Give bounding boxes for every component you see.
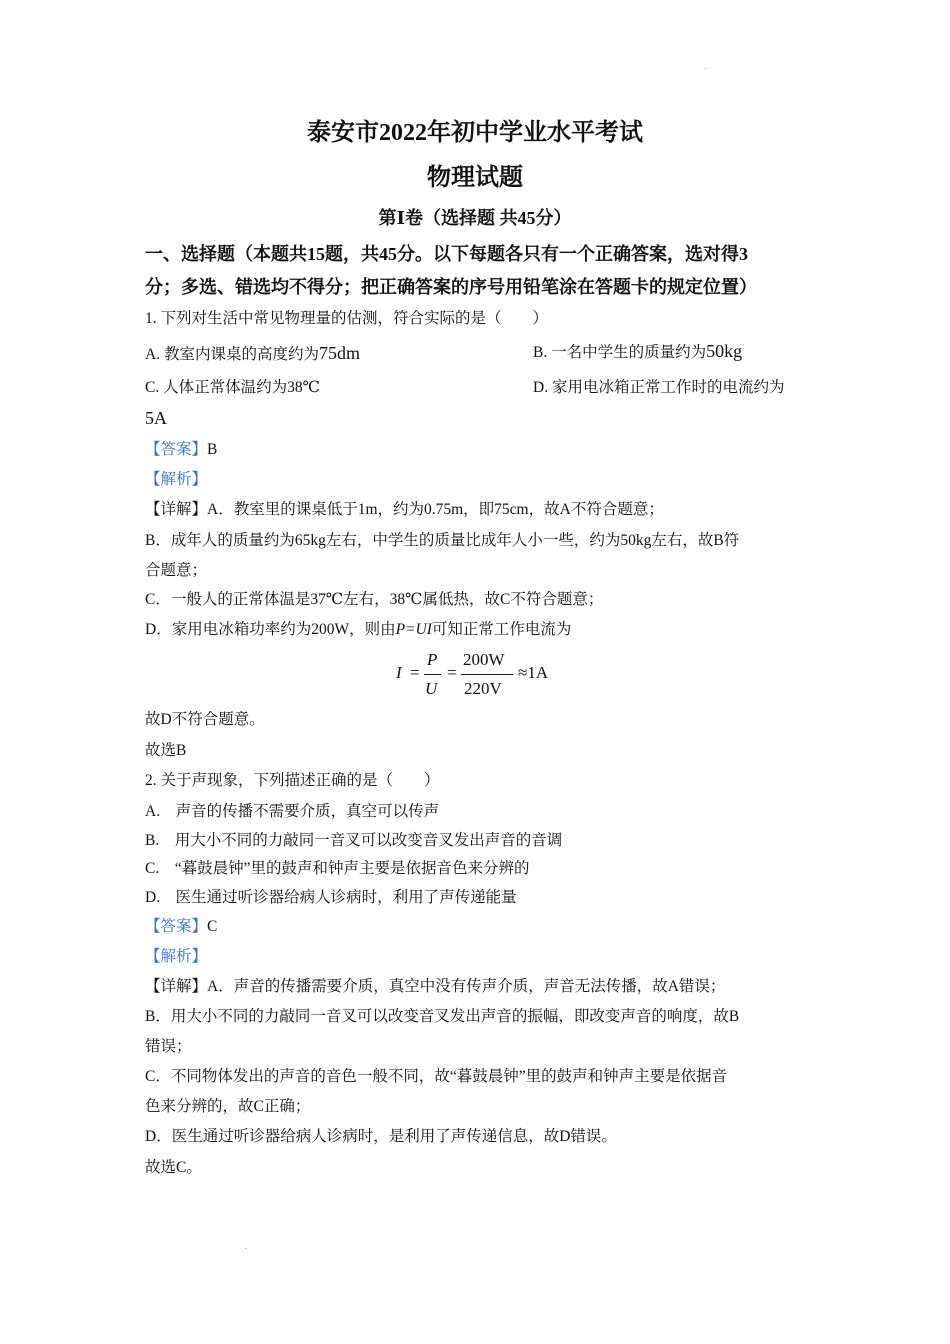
formula-lhs: I [396,663,402,682]
q1-option-a-value: 75dm [318,343,360,363]
q1-option-d: D. 家用电冰箱正常工作时的电流约为 [533,379,785,396]
section-instructions-line1: 一、选择题（本题共15题，共45分。以下每题各只有一个正确答案，选对得3 [145,244,748,264]
q1-detail-a: 【详解】A．教室里的课桌低于1m，约为0.75m，即75cm，故A不符合题意； [145,501,664,518]
page-dot-top: · [704,64,708,75]
q2-option-d: D. 医生通过听诊器给病人诊病时，利用了声传递能量 [145,889,517,906]
page-dot-bottom: · [244,1244,248,1255]
volume-title: 第Ⅰ卷（选择题 共45分） [378,208,572,228]
q2-final-choice: 故选C。 [145,1159,202,1176]
q1-detail-d-formula: P=UI [395,621,432,638]
current-formula [396,650,596,702]
q1-detail-b-line1: B．成年人的质量约为65kg左右，中学生的质量比成年人小一些，约为50kg左右，故B符 [145,532,740,549]
formula-result: ≈1A [518,663,549,682]
q1-final-choice: 故选B [145,742,187,759]
q1-detail-d-post: 可知正常工作电流为 [431,621,572,638]
formula-denominator-220v: 220V [464,679,502,698]
q2-option-a: A. 声音的传播不需要介质，真空可以传声 [145,803,440,820]
q1-option-b-text: B. 一名中学生的质量约为 [533,344,707,361]
formula-numerator-p: P [427,650,438,669]
q2-answer-value: C [207,918,218,935]
q1-answer [145,440,217,460]
q2-option-b: B. 用大小不同的力敲同一音叉可以改变音叉发出声音的音调 [145,832,563,849]
q2-answer-tag: 【答案】 [145,918,208,935]
q1-option-a [145,343,360,365]
q2-detail-b-line2: 错误； [145,1038,192,1055]
formula-fraction-bar-1 [424,674,441,675]
formula-equals-1: = [410,663,420,682]
formula-numerator-200w: 200W [463,650,505,669]
q2-option-c: C. “暮鼓晨钟”里的鼓声和钟声主要是依据音色来分辨的 [145,860,530,877]
q2-detail-a: 【详解】A．声音的传播需要介质，真空中没有传声介质，声音无法传播，故A错误； [145,978,726,995]
q1-answer-tag: 【答案】 [145,441,208,458]
section-instructions-line2: 分；多选、错选均不得分；把正确答案的序号用铅笔涂在答题卡的规定位置） [145,277,757,297]
formula-fraction-bar-2 [461,674,513,675]
formula-equals-2: = [447,663,457,682]
q1-stem: 1. 下列对生活中常见物理量的估测，符合实际的是（ ） [145,310,549,327]
q1-analysis-tag: 【解析】 [145,471,208,488]
q1-detail-c: C．一般人的正常体温是37℃左右，38℃属低热，故C不符合题意； [145,591,604,608]
q1-option-b [533,341,742,363]
q2-analysis-tag: 【解析】 [145,948,208,965]
subject-title: 物理试题 [427,165,523,191]
q1-option-a-text: A. 教室内课桌的高度约为 [145,346,319,363]
q1-detail-d-pre: D．家用电冰箱功率约为200W，则由 [145,621,396,638]
q2-detail-c-line2: 色来分辨的，故C正确； [145,1098,311,1115]
formula-denominator-u: U [425,679,438,698]
q1-detail-d-conclusion: 故D不符合题意。 [145,711,265,728]
q1-option-c: C. 人体正常体温约为38℃ [145,379,320,396]
q1-answer-value: B [207,441,218,458]
q1-detail-b-line2: 合题意； [145,562,208,579]
q2-detail-c-line1: C．不同物体发出的声音的音色一般不同，故“暮鼓晨钟”里的鼓声和钟声主要是依据音 [145,1068,728,1085]
q1-detail-d [145,620,571,640]
q2-stem: 2. 关于声现象，下列描述正确的是（ ） [145,772,440,789]
exam-title: 泰安市2022年初中学业水平考试 [307,120,643,146]
q1-option-b-value: 50kg [706,341,743,361]
q2-detail-b-line1: B．用大小不同的力敲同一音叉可以改变音叉发出声音的振幅，即改变声音的响度，故B [145,1008,740,1025]
q2-answer [145,917,217,937]
q2-detail-d: D．医生通过听诊器给病人诊病时，是利用了声传递信息，故D错误。 [145,1128,617,1145]
q1-option-d-value: 5A [145,408,167,428]
